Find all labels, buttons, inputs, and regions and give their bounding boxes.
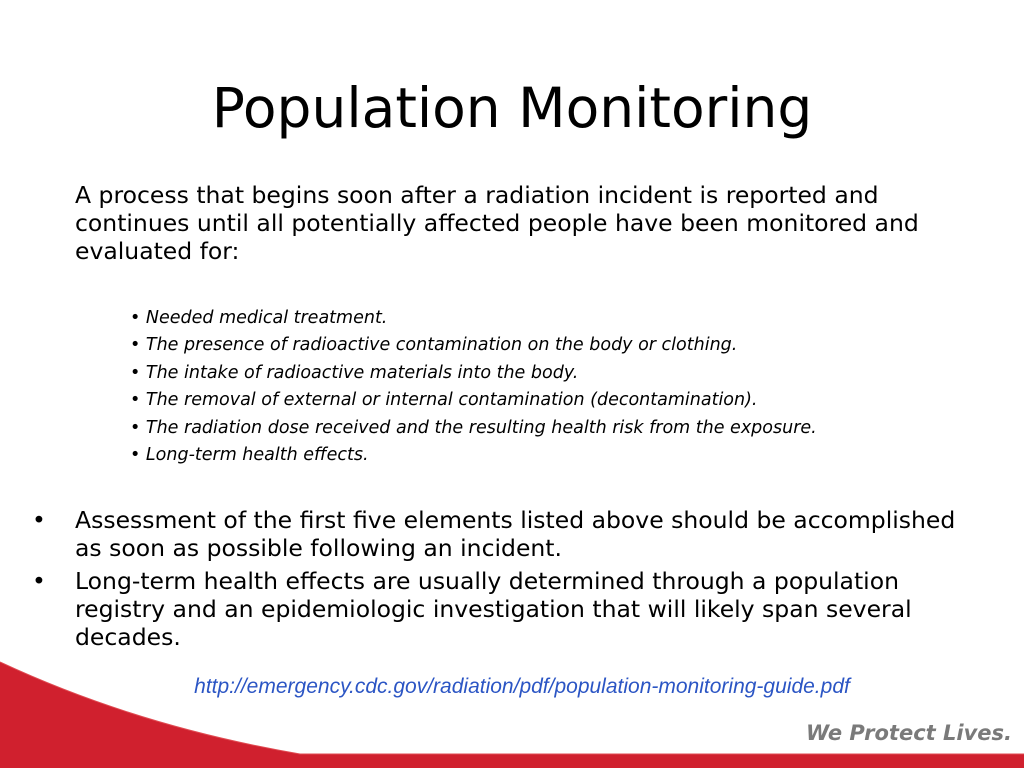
tagline-logo-text: We Protect Lives.	[806, 721, 1012, 745]
bullet-glyph: •	[130, 335, 141, 356]
list-item-text: The radiation dose received and the resulting health risk from the exposure.	[145, 417, 817, 438]
list-item	[130, 305, 990, 332]
main-bullet-list	[32, 506, 972, 656]
list-item-text: Long-term health effects are usually determined through a population registry and an epidemiologic investigation that will likely span several decades.	[75, 567, 912, 651]
list-item-text: Long-term health effects.	[145, 445, 369, 466]
bullet-glyph: •	[32, 506, 46, 534]
intro-paragraph: A process that begins soon after a radiation incident is reported and continues until all potentially affected people have been monitored and evaluated for:	[75, 181, 919, 265]
bullet-glyph: •	[130, 362, 141, 383]
list-item	[130, 415, 990, 442]
list-item-text: The removal of external or internal contamination (decontamination).	[145, 390, 758, 411]
list-item-text: The presence of radioactive contamination on the body or clothing.	[145, 335, 738, 356]
source-link[interactable]: http://emergency.cdc.gov/radiation/pdf/population-monitoring-guide.pdf	[194, 675, 850, 698]
bullet-glyph: •	[130, 390, 141, 411]
list-item-text: The intake of radioactive materials into the body.	[145, 362, 579, 383]
bullet-glyph: •	[32, 567, 46, 595]
list-item	[130, 332, 990, 359]
list-item	[130, 360, 990, 387]
list-item	[130, 387, 990, 414]
bullet-glyph: •	[130, 308, 141, 328]
list-item-text: Assessment of the first five elements listed above should be accomplished as soon as possible following an incident.	[75, 506, 956, 562]
list-item	[32, 567, 972, 651]
list-item-text: Needed medical treatment.	[145, 308, 388, 328]
list-item	[130, 442, 990, 469]
bullet-glyph: •	[130, 417, 141, 438]
list-item	[32, 506, 972, 562]
evaluation-criteria-list	[130, 305, 990, 469]
bullet-glyph: •	[130, 445, 141, 466]
slide-title: Population Monitoring	[211, 76, 813, 140]
